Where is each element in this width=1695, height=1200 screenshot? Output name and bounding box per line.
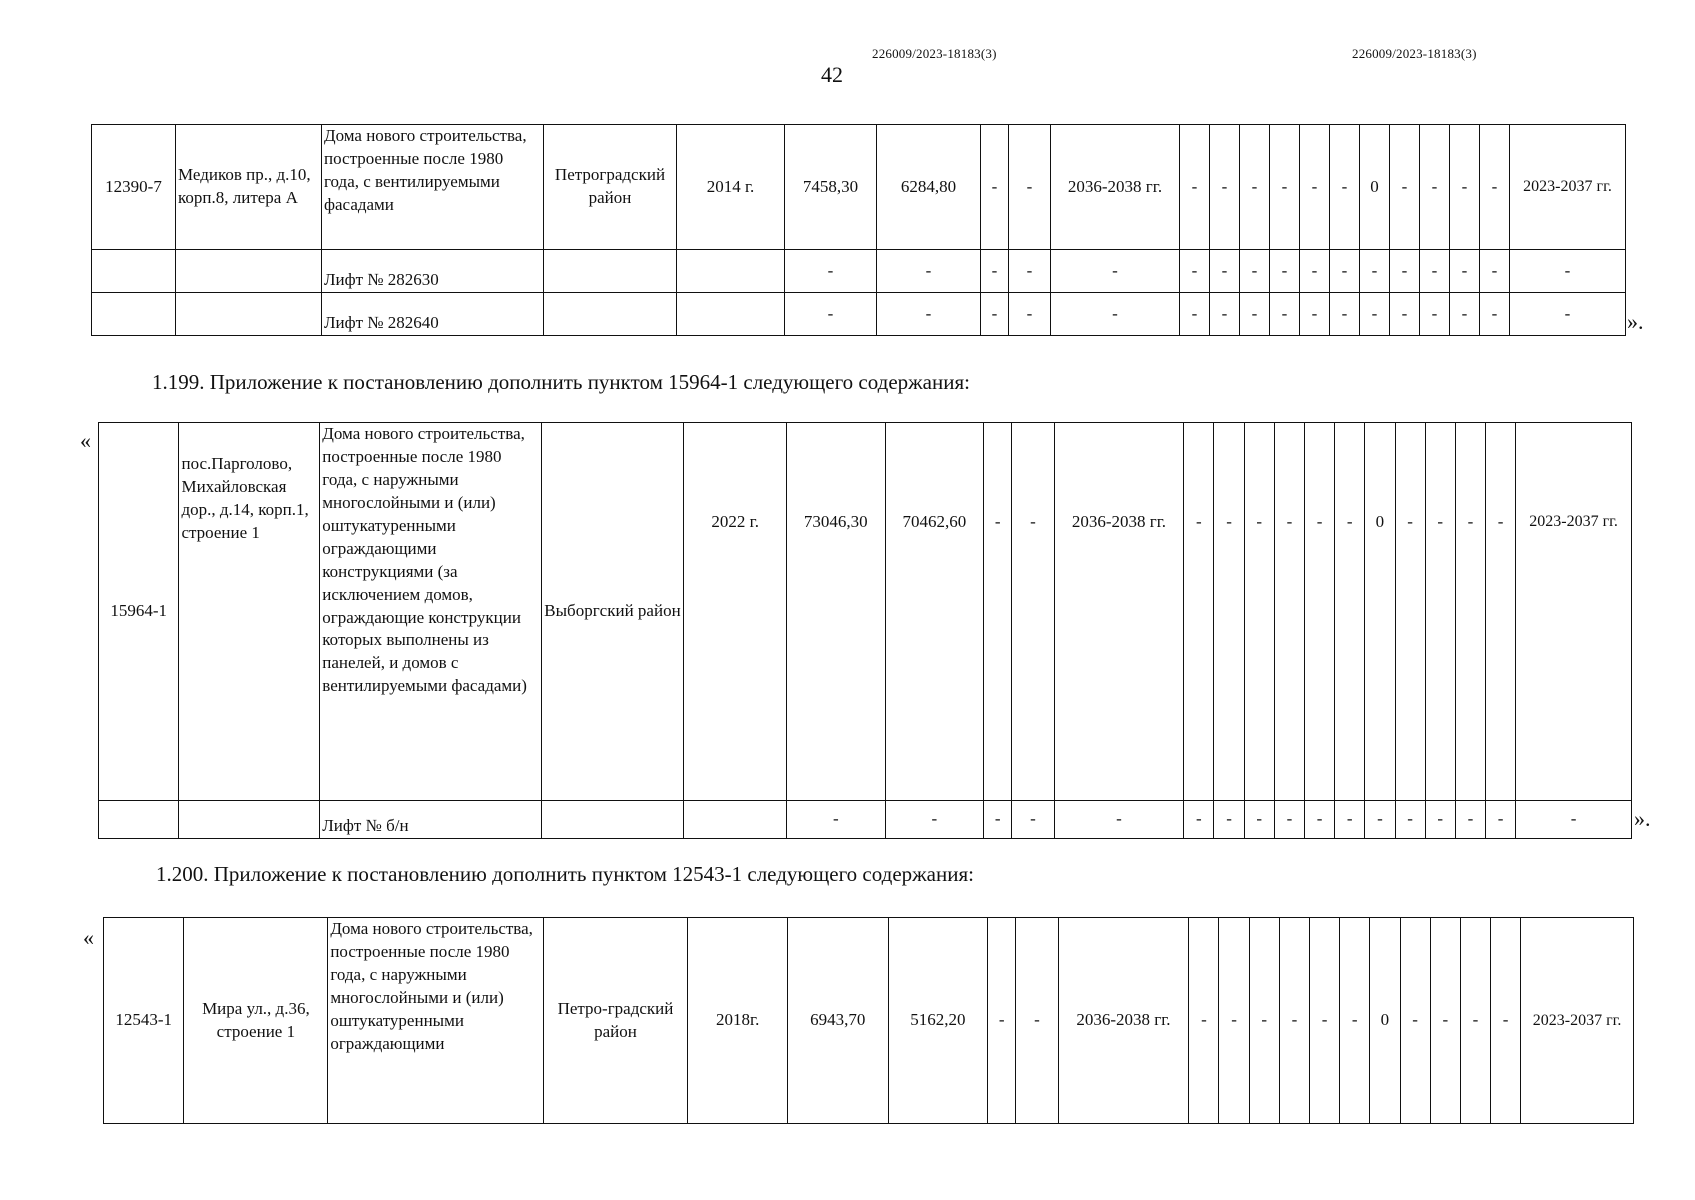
work-cell: -	[1420, 125, 1450, 250]
work-cell: 0	[1370, 918, 1400, 1124]
repair-period: 2036-2038 гг.	[1054, 423, 1184, 801]
work-cell: -	[1480, 125, 1510, 250]
table-row	[99, 423, 1632, 801]
area-total: 6943,70	[788, 918, 889, 1124]
work-cell: -	[1455, 423, 1485, 801]
repair-period: 2036-2038 гг.	[1058, 918, 1189, 1124]
table-row: Лифт № 282640 - - - - - - - - - - - - - - - - -	[92, 293, 1626, 336]
closing-quote: ».	[1634, 806, 1651, 831]
district: Петро-градский район	[543, 918, 688, 1124]
work-cell: -	[1491, 918, 1521, 1124]
address: Медиков пр., д.10, корп.8, литера А	[176, 125, 322, 250]
area-living: 70462,60	[885, 423, 984, 801]
year-built: 2014 г.	[677, 125, 785, 250]
table-row: Лифт № б/н - - - - - - - - - - - - - - - - -	[99, 801, 1632, 839]
building-type: Дома нового строительства, построенные после 1980 года, с наружными многослойными и (или) оштукатуренными ограждающими конструкциями (за исключением домов, ограждающие конструкции которых выполнены из панелей, и домов с вентилируемыми фасадами)	[320, 423, 541, 801]
district: Выборгский район	[541, 423, 684, 801]
work-cell: -	[1460, 918, 1490, 1124]
work-cell: -	[1395, 423, 1425, 801]
address: пос.Парголово, Михайловская дор., д.14, корп.1, строение 1	[179, 423, 320, 801]
work-cell: -	[1270, 125, 1300, 250]
item-number: 15964-1	[99, 423, 179, 801]
item-number: 12543-1	[104, 918, 184, 1124]
item-number: 12390-7	[92, 125, 176, 250]
year-built: 2018г.	[688, 918, 788, 1124]
opening-quote: «	[83, 925, 94, 950]
work-cell: -	[1214, 423, 1244, 801]
work-cell: -	[1400, 918, 1430, 1124]
table-row	[92, 125, 1626, 250]
closing-quote: ».	[1627, 309, 1644, 334]
document-id: 226009/2023-18183(3)	[1352, 46, 1477, 61]
year-built: 2022 г.	[684, 423, 787, 801]
work-cell: -	[1330, 125, 1360, 250]
area-total: 7458,30	[785, 125, 877, 250]
work-cell: -	[1240, 125, 1270, 250]
work-cell: 0	[1360, 125, 1390, 250]
table-row: Лифт № 282630 - - - - - - - - - - - - - - - - -	[92, 250, 1626, 293]
opening-quote: «	[80, 428, 91, 453]
area-total: 73046,30	[787, 423, 886, 801]
paragraph-1-200: 1.200. Приложение к постановлению дополнить пунктом 12543-1 следующего содержания:	[156, 862, 974, 886]
lift-label: Лифт № 282630	[322, 250, 544, 293]
work-cell: -	[1304, 423, 1334, 801]
work-cell: -	[1340, 918, 1370, 1124]
building-type: Дома нового строительства, построенные после 1980 года, с наружными многослойными и (или) оштукатуренными ограждающими	[328, 918, 543, 1124]
address: Мира ул., д.36, строение 1	[184, 918, 328, 1124]
building-type: Дома нового строительства, построенные после 1980 года, с вентилируемыми фасадами	[322, 125, 544, 250]
area-living: 5162,20	[888, 918, 988, 1124]
lift-label: Лифт № б/н	[320, 801, 541, 839]
work-cell: -	[1486, 423, 1516, 801]
table-item-12543-1	[103, 917, 1634, 1124]
district: Петроградский район	[544, 125, 677, 250]
table-item-15964-1	[98, 422, 1632, 839]
survey-term: 2023-2037 гг.	[1516, 423, 1632, 801]
value-cell: -	[1012, 423, 1054, 801]
work-cell: -	[1310, 918, 1340, 1124]
work-cell: -	[1390, 125, 1420, 250]
lift-label: Лифт № 282640	[322, 293, 544, 336]
table-item-12390-7	[91, 124, 1626, 336]
work-cell: -	[1189, 918, 1219, 1124]
work-cell: -	[1210, 125, 1240, 250]
paragraph-1-199: 1.199. Приложение к постановлению дополнить пунктом 15964-1 следующего содержания:	[152, 370, 970, 394]
table-row	[104, 918, 1634, 1124]
survey-term: 2023-2037 гг.	[1521, 918, 1634, 1124]
work-cell: -	[1219, 918, 1249, 1124]
value-cell: -	[984, 423, 1012, 801]
value-cell: -	[1016, 918, 1058, 1124]
area-living: 6284,80	[877, 125, 981, 250]
value-cell: -	[981, 125, 1009, 250]
work-cell: -	[1430, 918, 1460, 1124]
work-cell: -	[1184, 423, 1214, 801]
value-cell: -	[988, 918, 1016, 1124]
work-cell: -	[1300, 125, 1330, 250]
work-cell: -	[1249, 918, 1279, 1124]
page-number: 42	[821, 62, 843, 87]
document-id: 226009/2023-18183(3)	[872, 46, 997, 61]
value-cell: -	[1009, 125, 1051, 250]
work-cell: -	[1274, 423, 1304, 801]
work-cell: -	[1279, 918, 1309, 1124]
work-cell: -	[1335, 423, 1365, 801]
repair-period: 2036-2038 гг.	[1051, 125, 1180, 250]
work-cell: 0	[1365, 423, 1395, 801]
work-cell: -	[1450, 125, 1480, 250]
work-cell: -	[1244, 423, 1274, 801]
survey-term: 2023-2037 гг.	[1510, 125, 1626, 250]
work-cell: -	[1425, 423, 1455, 801]
work-cell: -	[1180, 125, 1210, 250]
